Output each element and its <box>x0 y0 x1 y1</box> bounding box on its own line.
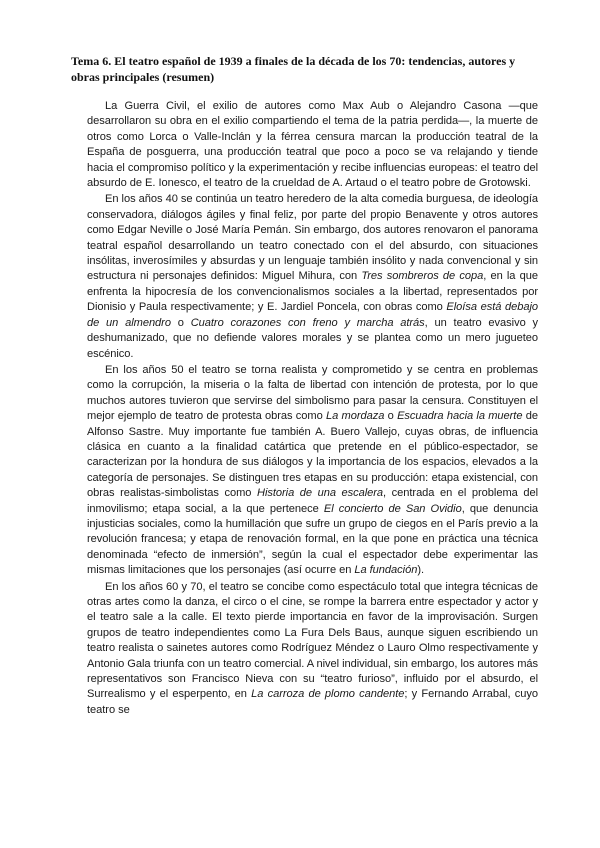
work-title: La mordaza <box>326 410 385 423</box>
text-run: , un teatro evasivo y deshumanizado, que no defiende valores morales y se plantea como un mero jugueteo escénico. <box>87 316 539 360</box>
text-run: de Alfonso Sastre. Muy importante fue también A. Buero Vallejo, cuyas obras, de influencia clásica en cuanto a la finalidad catártica que pretende en el público-espectador, se caracterizan por la hondura de sus diálogos y la importancia de los espacios, elevados a la categoría de personajes. Se distinguen tres etapas en su producción: etapa existencial, con obras realistas-simbolistas como <box>87 410 539 500</box>
paragraph <box>87 99 538 191</box>
work-title: Cuatro corazones con freno y marcha atrás <box>190 316 425 329</box>
text-run: La Guerra Civil, el exilio de autores como Max Aub o Alejandro Casona —que desarrollaron su obra en el exilio compartiendo el tema de la patria perdida—, la muerte de otros como Lorca o Valle-Inclán y la férrea censura marcan la producción teatral de la España de posguerra, una producción teatral que poco a poco se va relajando y tiende hacia el compromiso político y la experimentación y recibe influencias europeas: el teatro del absurdo de E. Ionesco, el teatro de la crueldad de A. Artaud o el teatro pobre de Grotowski. <box>87 100 539 190</box>
document-title: Tema 6. El teatro español de 1939 a finales de la década de los 70: tendencias, autores y obras principales (resumen) <box>71 54 516 84</box>
paragraph <box>87 192 538 361</box>
text-run: ). <box>417 564 424 577</box>
text-run: o <box>384 410 398 423</box>
work-title: Historia de una escalera <box>256 487 384 500</box>
text-run: , centrada en el problema del inmovilismo; etapa social, a la que pertenece <box>87 487 538 515</box>
text-run: En los años 40 se continúa un teatro heredero de la alta comedia burguesa, de ideología conservadora, diálogos ágiles y final feliz, por parte del propio Benavente y otros autores como Edgar Neville o José María Pemán. Sin embargo, dos autores renovaron el panorama teatral español desarrollando un teatro conectado con el del absurdo, con situaciones insólitas, inverosímiles y absurdas y un lenguaje también insólito y nada convencional y sin estructura ni personajes definidos: Miguel Mihura, con <box>87 193 538 283</box>
text-run: , en la que enfrenta la hipocresía de los convencionalismos sociales a la libertad, representados por Dionisio y Paula respectivamente; y E. Jardiel Poncela, con obras como <box>87 270 538 314</box>
work-title: La fundación <box>354 564 418 577</box>
work-title: La carroza de plomo candente <box>251 688 405 701</box>
work-title: Escuadra hacia la muerte <box>397 410 523 423</box>
text-run: o <box>170 316 191 329</box>
work-title: Tres sombreros de copa <box>361 270 484 283</box>
text-run: , que denuncia injusticias sociales, como la humillación que sufre un grupo de ciegos en el París previo a la revolución francesa; y etapa de renovación formal, en la que pone en práctica una técnica denominada “efecto de inmersión”, según la cual el espectador debe experimentar las mismas limitaciones que los personajes (así ocurre en <box>87 502 539 577</box>
work-title: El concierto de San Ovidio <box>323 502 462 515</box>
paragraph <box>87 580 538 719</box>
work-title: Eloísa está debajo de un almendro <box>87 301 538 329</box>
text-run: En los años 50 el teatro se torna realista y comprometido y se centra en problemas como la corrupción, la miseria o la falta de libertad con intención de protesta, por lo que muchos autores tuvieron que servirse del simbolismo para pasar la censura. Constituyen el mejor ejemplo de teatro de protesta obras como <box>87 363 538 423</box>
text-run: En los años 60 y 70, el teatro se concibe como espectáculo total que integra técnicas de otras artes como la danza, el circo o el cine, se rompe la barrera entre espectador y actor y el teatro sale a la calle. El texto pierde importancia en favor de la improvisación. Surgen grupos de teatro independientes como La Fura Dels Baus, aunque siguen escribiendo un teatro realista o sainetes autores como Rodríguez Méndez o Lauro Olmo respectivamente y Antonio Gala triunfa con un teatro comercial. A nivel individual, sin embargo, los autores más representativos son Francisco Nieva con su “teatro furioso”, influido por el absurdo, el Surrealismo y el esperpento, en <box>87 580 539 701</box>
text-run: ; y Fernando Arrabal, cuyo teatro se <box>87 688 538 716</box>
document-body <box>87 99 538 718</box>
paragraph <box>87 363 538 579</box>
